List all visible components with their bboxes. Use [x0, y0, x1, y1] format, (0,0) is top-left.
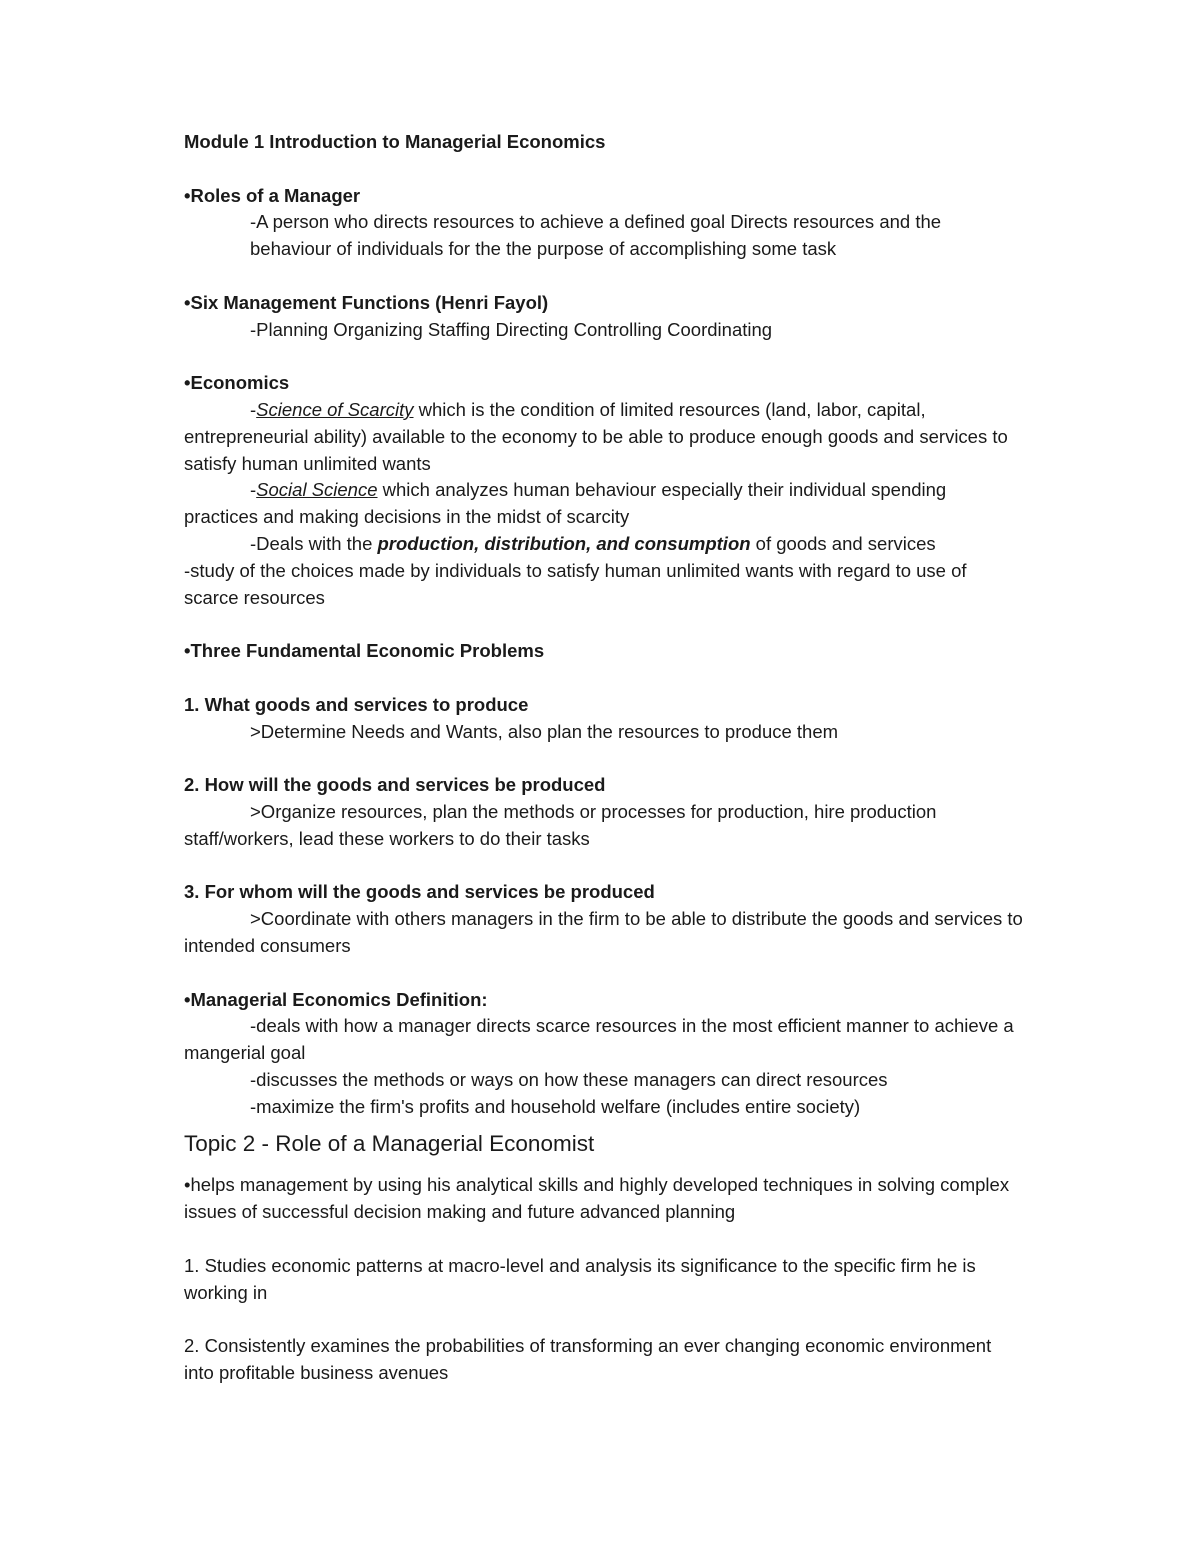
module-title: Module 1 Introduction to Managerial Economics — [184, 131, 606, 152]
problem-3-title: 3. For whom will the goods and services be produced — [184, 881, 655, 903]
study-paragraph: -study of the choices made by individuals to satisfy human unlimited wants with regard to use of scarce resources — [184, 559, 967, 608]
problem-2-text: >Organize resources, plan the methods or processes for production, hire production staff/workers, lead these workers to do their tasks — [184, 800, 937, 849]
scarcity-term: Science of Scarcity — [256, 398, 414, 420]
economics-heading: •Economics — [184, 372, 290, 394]
spacer — [184, 665, 1024, 692]
social-prefix: - — [250, 479, 257, 501]
deals-prefix: -Deals with the — [250, 532, 378, 554]
problem-1-title: 1. What goods and services to produce — [184, 693, 529, 715]
roles-text: -A person who directs resources to achieve a defined goal Directs resources and the behaviour of individuals for the the purpose of accomplishing some task — [250, 211, 942, 260]
social-science-term: Social Science — [256, 479, 378, 501]
social-science-text: which analyzes human behaviour especially their individual spending practices and making decisions in the midst of scarcity — [184, 479, 947, 528]
deals-suffix: of goods and services — [750, 532, 936, 554]
scarcity-prefix: - — [250, 398, 257, 420]
definition-line-2: -discusses the methods or ways on how these managers can direct resources — [250, 1068, 888, 1090]
deals-term: production, distribution, and consumption — [377, 532, 751, 554]
problem-1-text: >Determine Needs and Wants, also plan the resources to produce them — [250, 720, 839, 742]
problem-2-title: 2. How will the goods and services be produced — [184, 774, 606, 796]
spacer — [184, 1226, 1024, 1253]
topic-2-title: Topic 2 - Role of a Managerial Economist — [184, 1131, 595, 1157]
functions-heading: •Six Management Functions (Henri Fayol) — [184, 291, 549, 313]
spacer — [184, 343, 1024, 370]
scarcity-text: which is the condition of limited resources (land, labor, capital, entrepreneurial ability) available to the economy to be able to produce enough goods and services to satisfy human unlimited wants — [184, 398, 1008, 474]
spacer — [184, 156, 1024, 183]
topic-2-point-2: 2. Consistently examines the probabilities of transforming an ever changing economic environment into profitable business avenues — [184, 1335, 992, 1384]
functions-text: -Planning Organizing Staffing Directing Controlling Coordinating — [250, 318, 773, 340]
topic-2-point-1: 1. Studies economic patterns at macro-level and analysis its significance to the specific firm he is working in — [184, 1254, 976, 1303]
deals-paragraph — [184, 531, 1024, 558]
spacer — [184, 853, 1024, 880]
scarcity-paragraph — [184, 397, 1024, 477]
spacer — [184, 745, 1024, 772]
definition-line-1: -deals with how a manager directs scarce resources in the most efficient manner to achieve a mangerial goal — [184, 1015, 1014, 1064]
definition-line-3: -maximize the firm's profits and household welfare (includes entire society) — [250, 1095, 861, 1117]
problems-heading: •Three Fundamental Economic Problems — [184, 640, 545, 662]
social-science-paragraph — [184, 477, 1024, 531]
spacer — [184, 263, 1024, 290]
spacer — [184, 1306, 1024, 1333]
topic-2-intro: •helps management by using his analytical skills and highly developed techniques in solving complex issues of successful decision making and future advanced planning — [184, 1174, 1010, 1223]
spacer — [184, 611, 1024, 638]
document-page — [184, 129, 1024, 1387]
spacer — [184, 960, 1024, 987]
definition-heading: •Managerial Economics Definition: — [184, 988, 488, 1010]
roles-heading: •Roles of a Manager — [184, 184, 361, 206]
problem-3-text: >Coordinate with others managers in the firm to be able to distribute the goods and services to intended consumers — [184, 908, 1023, 956]
